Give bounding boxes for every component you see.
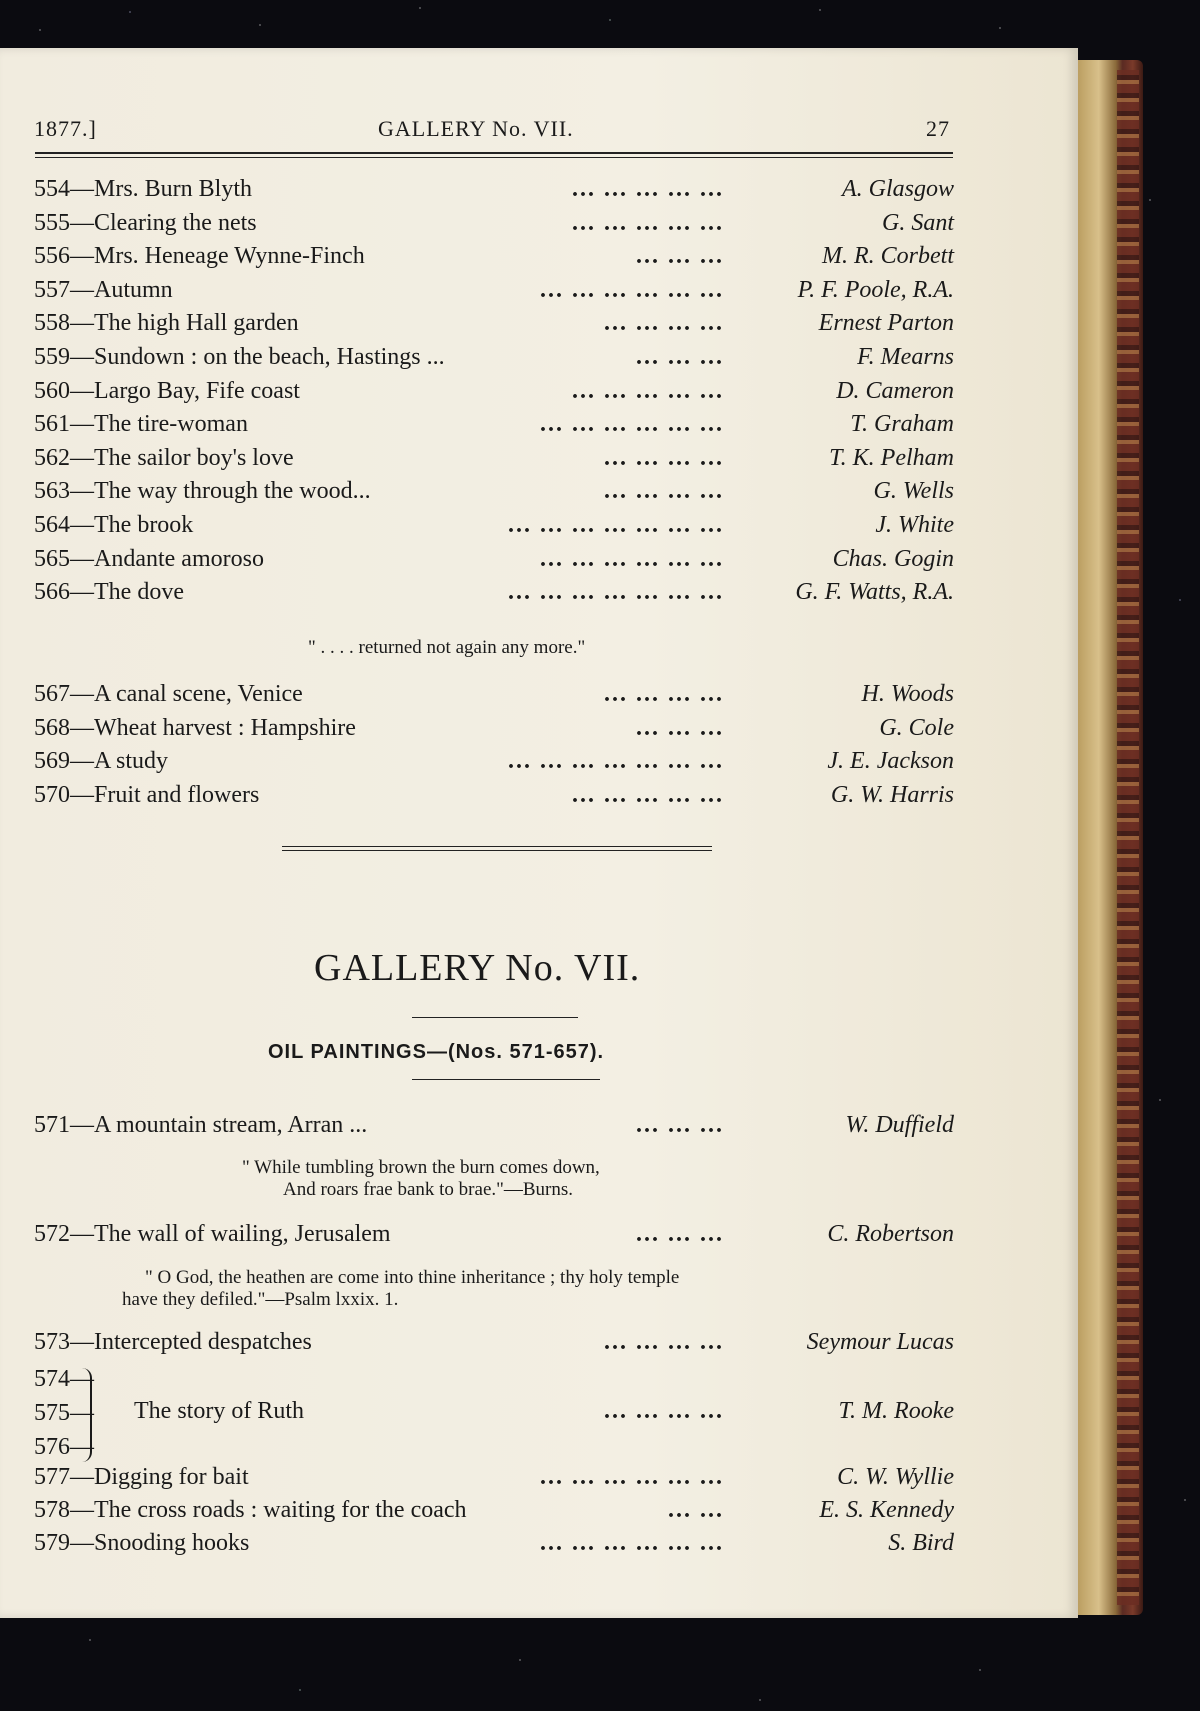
entry-artist: G. F. Watts, R.A. (795, 579, 954, 605)
header-rule (35, 152, 953, 154)
entry-title: 563—The way through the wood... (34, 478, 371, 504)
entry-title: 562—The sailor boy's love (34, 445, 294, 471)
leader-dots: ... ... ... ... ... (572, 176, 724, 202)
entry-row (34, 241, 954, 271)
header-rule-thin (35, 157, 953, 158)
leader-dots: ... ... ... ... (604, 445, 724, 471)
entry-artist: S. Bird (888, 1530, 954, 1556)
entry-artist: T. M. Rooke (838, 1398, 954, 1424)
entry-title: 557—Autumn (34, 277, 173, 303)
entry-artist: G. Sant (882, 210, 954, 236)
entry-artist: P. F. Poole, R.A. (797, 277, 954, 303)
entry-title: 577—Digging for bait (34, 1464, 249, 1490)
book-page-edges (1075, 60, 1143, 1615)
entry-title: 554—Mrs. Burn Blyth (34, 176, 253, 202)
entry-title: 571—A mountain stream, Arran ... (34, 1112, 368, 1138)
entry-row (34, 780, 954, 810)
entry-row (34, 1110, 954, 1140)
entry-artist: C. Robertson (827, 1221, 954, 1247)
leader-dots: ... ... ... (636, 344, 724, 370)
page-number: 27 (926, 116, 950, 141)
leader-dots: ... ... (668, 1497, 724, 1523)
leader-dots: ... ... ... (636, 715, 724, 741)
entry-title: 568—Wheat harvest : Hampshire (34, 715, 356, 741)
entry-row (34, 1528, 954, 1558)
entry-title: 559—Sundown : on the beach, Hastings ... (34, 344, 445, 370)
entry-title: 564—The brook (34, 512, 194, 538)
leader-dots: ... ... ... ... ... ... (540, 1530, 724, 1556)
entry-row (34, 443, 954, 473)
entry-artist: A. Glasgow (841, 176, 954, 202)
entry-row (34, 544, 954, 574)
entry-row (34, 1327, 954, 1357)
quote-566: " . . . . returned not again any more." (308, 637, 586, 658)
leader-dots: ... ... ... ... (604, 478, 724, 504)
leader-dots: ... ... ... ... ... ... ... (508, 579, 724, 605)
leader-dots: ... ... ... ... (604, 1398, 724, 1424)
entry-title: 569—A study (34, 748, 169, 774)
entry-title: 567—A canal scene, Venice (34, 681, 303, 707)
entry-title: 566—The dove (34, 579, 184, 605)
entry-row (34, 577, 954, 607)
entry-row (34, 1462, 954, 1492)
entry-artist: Seymour Lucas (806, 1329, 954, 1355)
leader-dots: ... ... ... ... ... ... ... (508, 512, 724, 538)
entry-title: 561—The tire-woman (34, 411, 248, 437)
leader-dots: ... ... ... ... (604, 1329, 724, 1355)
quote-572-line1: " O God, the heathen are come into thine inheritance ; thy holy temple (145, 1267, 680, 1288)
entry-title: 572—The wall of wailing, Jerusalem (34, 1221, 391, 1247)
leader-dots: ... ... ... ... (604, 681, 724, 707)
entry-row (34, 376, 954, 406)
leader-dots: ... ... ... (636, 1112, 724, 1138)
entry-title: 555—Clearing the nets (34, 210, 257, 236)
entry-title: The story of Ruth (134, 1398, 304, 1424)
header-year: 1877.] (34, 116, 97, 141)
header-title: GALLERY No. VII. (378, 116, 574, 141)
entry-artist: G. Cole (879, 715, 954, 741)
entry-row (34, 713, 954, 743)
entry-row (34, 476, 954, 506)
entry-artist: Chas. Gogin (832, 546, 954, 572)
leader-dots: ... ... ... ... ... ... (540, 546, 724, 572)
entry-artist: W. Duffield (845, 1112, 954, 1138)
heading-rule (412, 1017, 578, 1018)
entry-artist: G. W. Harris (830, 782, 954, 808)
entry-row (34, 510, 954, 540)
entry-row (34, 1495, 954, 1525)
entry-title: 579—Snooding hooks (34, 1530, 250, 1556)
entry-num: 575— (34, 1400, 94, 1426)
entry-title: 578—The cross roads : waiting for the coach (34, 1497, 467, 1523)
entry-artist: E. S. Kennedy (819, 1497, 954, 1523)
entry-title: 560—Largo Bay, Fife coast (34, 378, 300, 404)
quote-572-line2: have they defiled."—Psalm lxxix. 1. (122, 1289, 399, 1310)
leader-dots: ... ... ... ... ... ... (540, 1464, 724, 1490)
entry-artist: M. R. Corbett (822, 243, 954, 269)
entry-artist: Ernest Parton (818, 310, 954, 336)
entry-title: 565—Andante amoroso (34, 546, 264, 572)
entry-row (34, 409, 954, 439)
entry-title: 556—Mrs. Heneage Wynne-Finch (34, 243, 365, 269)
entry-artist: J. White (875, 512, 954, 538)
leader-dots: ... ... ... ... (604, 310, 724, 336)
leader-dots: ... ... ... (636, 243, 724, 269)
entry-artist: F. Mearns (857, 344, 954, 370)
leader-dots: ... ... ... ... ... (572, 378, 724, 404)
leader-dots: ... ... ... ... ... ... ... (508, 748, 724, 774)
leader-dots: ... ... ... ... ... (572, 782, 724, 808)
entry-row (34, 342, 954, 372)
section-rule (412, 1079, 600, 1080)
entry-num: 576— (34, 1434, 94, 1460)
entry-row (34, 208, 954, 238)
quote-571-line2: And roars frae bank to brae."—Burns. (283, 1179, 574, 1200)
section-divider-2 (282, 850, 712, 851)
entry-row (34, 1219, 954, 1249)
entry-title: 558—The high Hall garden (34, 310, 299, 336)
entry-artist: T. Graham (850, 411, 954, 437)
entry-row (34, 746, 954, 776)
section-heading: OIL PAINTINGS—(Nos. 571-657). (268, 1041, 605, 1063)
entry-artist: T. K. Pelham (829, 445, 954, 471)
entry-artist: H. Woods (861, 681, 954, 707)
leader-dots: ... ... ... ... ... ... (540, 411, 724, 437)
entry-artist: D. Cameron (836, 378, 954, 404)
leader-dots: ... ... ... ... ... (572, 210, 724, 236)
entry-title: 573—Intercepted despatches (34, 1329, 312, 1355)
leader-dots: ... ... ... ... ... ... (540, 277, 724, 303)
section-divider (282, 846, 712, 847)
entry-row (34, 1396, 954, 1426)
entry-row (34, 275, 954, 305)
book-page (0, 48, 1078, 1618)
entry-artist: J. E. Jackson (827, 748, 954, 774)
entry-title: 570—Fruit and flowers (34, 782, 260, 808)
quote-571-line1: " While tumbling brown the burn comes down, (242, 1157, 600, 1178)
entry-artist: G. Wells (873, 478, 954, 504)
entry-row (34, 308, 954, 338)
gallery-heading: GALLERY No. VII. (314, 947, 641, 989)
entry-num: 574— (34, 1366, 94, 1392)
leader-dots: ... ... ... (636, 1221, 724, 1247)
entry-row (34, 174, 954, 204)
entry-row (34, 679, 954, 709)
entry-artist: C. W. Wyllie (837, 1464, 954, 1490)
